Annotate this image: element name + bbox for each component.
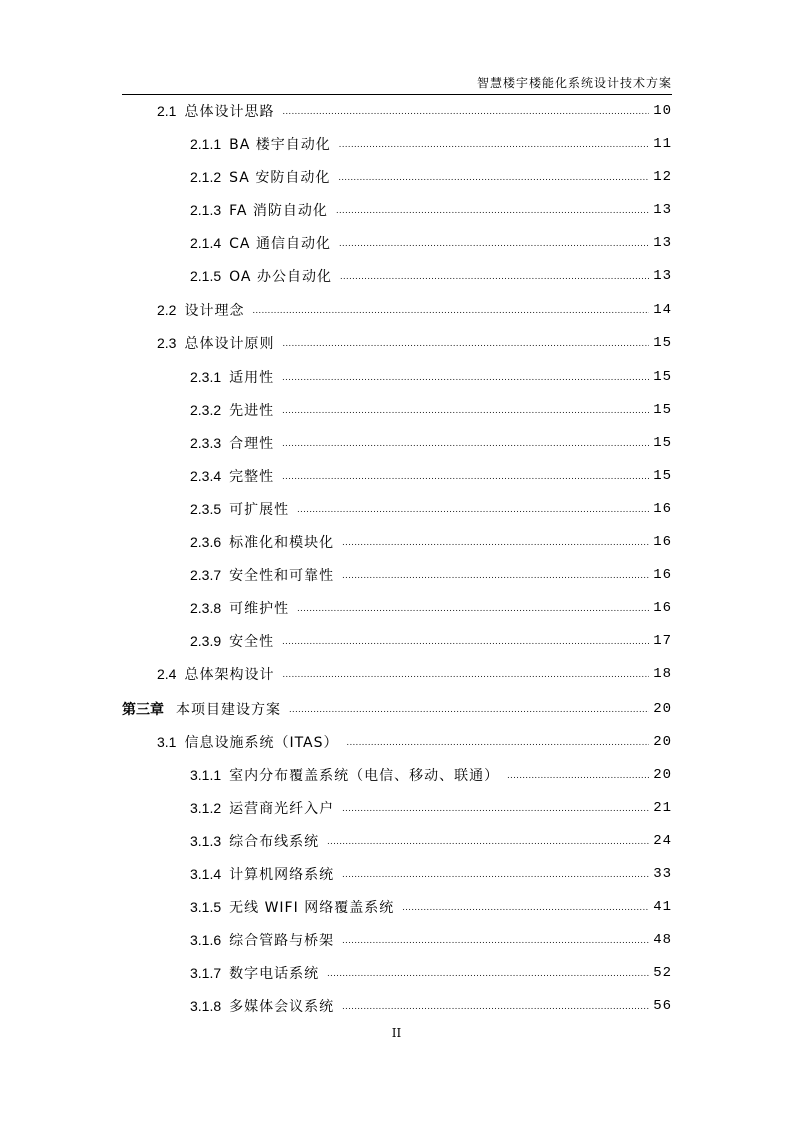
toc-entry-title: 无线 WIFI 网络覆盖系统: [229, 900, 395, 916]
toc-entry-page: 56: [653, 998, 672, 1014]
toc-entry-page: 14: [653, 302, 672, 318]
toc-entry-number: 第三章: [122, 702, 164, 718]
toc-entry-title: 总体设计原则: [184, 336, 275, 352]
toc-entry-title: 本项目建设方案: [176, 702, 281, 718]
toc-entry-page: 18: [653, 666, 672, 682]
toc-entry[interactable]: [190, 432, 672, 454]
toc-entry-page: 15: [653, 435, 672, 451]
toc-leader-dots: [507, 772, 649, 782]
toc-entry-number: 3.1.1: [190, 767, 222, 783]
toc-entry-page: 15: [653, 402, 672, 418]
toc-entry-number: 3.1.8: [190, 998, 222, 1014]
toc-entry[interactable]: [190, 929, 672, 951]
toc-entry[interactable]: [157, 100, 672, 122]
toc-entry-number: 3.1.4: [190, 866, 222, 882]
toc-entry[interactable]: [190, 797, 672, 819]
toc-leader-dots: [342, 1003, 649, 1013]
toc-entry[interactable]: [190, 630, 672, 652]
toc-entry-page: 15: [653, 369, 672, 385]
toc-entry-page: 48: [653, 932, 672, 948]
toc-entry[interactable]: [157, 332, 672, 354]
toc-entry[interactable]: [190, 199, 672, 221]
toc-entry[interactable]: [190, 399, 672, 421]
toc-entry-page: 12: [653, 169, 672, 185]
toc-entry-number: 2.1: [157, 103, 177, 119]
toc-leader-dots: [282, 108, 649, 118]
toc-leader-dots: [327, 970, 649, 980]
toc-leader-dots: [282, 440, 649, 450]
toc-entry-page: 21: [653, 800, 672, 816]
toc-leader-dots: [402, 904, 649, 914]
toc-leader-dots: [327, 838, 649, 848]
toc-entry-title: 信息设施系统（ITAS）: [184, 735, 339, 751]
toc-entry-page: 52: [653, 965, 672, 981]
toc-leader-dots: [282, 473, 649, 483]
toc-entry-page: 16: [653, 600, 672, 616]
toc-entry-title: 总体设计思路: [184, 104, 275, 120]
toc-entry[interactable]: [190, 465, 672, 487]
toc-entry-number: 2.3: [157, 335, 177, 351]
toc-entry-number: 2.3.7: [190, 567, 222, 583]
toc-entry-number: 2.3.5: [190, 501, 222, 517]
toc-entry-number: 2.3.4: [190, 468, 222, 484]
toc-entry[interactable]: [157, 299, 672, 321]
toc-entry-page: 11: [653, 136, 672, 152]
toc-entry-number: 3.1.3: [190, 833, 222, 849]
toc-entry-number: 3.1.2: [190, 800, 222, 816]
toc-entry-title: 先进性: [229, 403, 275, 419]
toc-leader-dots: [342, 572, 649, 582]
toc-entry-page: 20: [653, 701, 672, 717]
toc-leader-dots: [342, 805, 649, 815]
toc-leader-dots: [282, 340, 649, 350]
toc-entry-title: CA 通信自动化: [229, 236, 331, 252]
toc-entry-title: FA 消防自动化: [229, 203, 328, 219]
toc-entry-title: 设计理念: [184, 303, 245, 319]
toc-entry-title: 合理性: [229, 436, 275, 452]
toc-entry-title: 完整性: [229, 469, 275, 485]
toc-entry-title: 多媒体会议系统: [229, 999, 335, 1015]
toc-entry[interactable]: [190, 995, 672, 1017]
toc-entry[interactable]: [190, 764, 672, 786]
toc-entry-number: 2.3.9: [190, 633, 222, 649]
toc-entry-number: 2.1.1: [190, 136, 222, 152]
toc-entry-page: 16: [653, 534, 672, 550]
toc-entry-title: 安全性和可靠性: [229, 568, 335, 584]
toc-leader-dots: [282, 374, 649, 384]
toc-entry-title: 计算机网络系统: [229, 867, 335, 883]
toc-entry[interactable]: [190, 597, 672, 619]
toc-entry-number: 2.1.4: [190, 235, 222, 251]
toc-entry-page: 15: [653, 335, 672, 351]
toc-entry-title: 可扩展性: [229, 502, 290, 518]
toc-entry-title: 总体架构设计: [184, 667, 275, 683]
toc-entry-number: 2.2: [157, 302, 177, 318]
toc-entry-title: 数字电话系统: [229, 966, 320, 982]
toc-entry-title: 适用性: [229, 370, 275, 386]
toc-entry-page: 10: [653, 103, 672, 119]
toc-entry[interactable]: [190, 830, 672, 852]
toc-entry-number: 2.3.6: [190, 534, 222, 550]
toc-entry-page: 13: [653, 202, 672, 218]
toc-entry[interactable]: [190, 133, 672, 155]
toc-entry[interactable]: [190, 366, 672, 388]
toc-leader-dots: [339, 141, 649, 151]
toc-entry-number: 2.3.2: [190, 402, 222, 418]
toc-entry-page: 41: [653, 899, 672, 915]
toc-leader-dots: [297, 605, 649, 615]
toc-entry-page: 16: [653, 567, 672, 583]
toc-leader-dots: [289, 706, 649, 716]
toc-leader-dots: [340, 273, 649, 283]
toc-leader-dots: [338, 174, 649, 184]
toc-entry-title: 运营商光纤入户: [229, 801, 335, 817]
toc-entry-page: 20: [653, 734, 672, 750]
toc-entry[interactable]: [190, 265, 672, 287]
toc-entry[interactable]: [157, 731, 672, 753]
toc-entry-page: 13: [653, 268, 672, 284]
toc-entry-title: BA 楼宇自动化: [229, 137, 331, 153]
toc-entry[interactable]: [190, 564, 672, 586]
toc-entry-page: 33: [653, 866, 672, 882]
toc-entry-page: 24: [653, 833, 672, 849]
toc-entry-page: 20: [653, 767, 672, 783]
toc-entry-number: 2.1.5: [190, 268, 222, 284]
toc-chapter-entry[interactable]: [122, 698, 672, 720]
toc-entry[interactable]: [190, 896, 672, 918]
toc-entry-page: 13: [653, 235, 672, 251]
toc-leader-dots: [297, 506, 649, 516]
toc-entry-title: 综合布线系统: [229, 834, 320, 850]
toc-leader-dots: [339, 240, 649, 250]
toc-leader-dots: [252, 307, 649, 317]
toc-entry[interactable]: [190, 498, 672, 520]
toc-entry[interactable]: [190, 166, 672, 188]
toc-entry-page: 17: [653, 633, 672, 649]
toc-leader-dots: [282, 407, 649, 417]
toc-leader-dots: [336, 207, 649, 217]
toc-entry-title: 安全性: [229, 634, 275, 650]
toc-entry-number: 2.3.8: [190, 600, 222, 616]
toc-entry[interactable]: [157, 663, 672, 685]
toc-leader-dots: [342, 871, 649, 881]
toc-entry-number: 3.1.5: [190, 899, 222, 915]
toc-entry-number: 2.4: [157, 666, 177, 682]
toc-entry-number: 3.1: [157, 734, 177, 750]
toc-entry-number: 3.1.7: [190, 965, 222, 981]
toc-entry-page: 16: [653, 501, 672, 517]
toc-entry-title: OA 办公自动化: [229, 269, 332, 285]
toc-entry-title: 室内分布覆盖系统（电信、移动、联通）: [229, 768, 500, 784]
toc-leader-dots: [282, 671, 649, 681]
header-title: 智慧楼宇楼能化系统设计技术方案: [476, 76, 672, 90]
toc-leader-dots: [347, 739, 650, 749]
toc-entry[interactable]: [190, 863, 672, 885]
toc-entry-title: 标准化和模块化: [229, 535, 335, 551]
toc-entry[interactable]: [190, 232, 672, 254]
toc-entry-title: 可维护性: [229, 601, 290, 617]
toc-entry-number: 2.1.2: [190, 169, 222, 185]
toc-entry-title: 综合管路与桥架: [229, 933, 335, 949]
toc-entry-page: 15: [653, 468, 672, 484]
toc-entry-number: 2.1.3: [190, 202, 222, 218]
toc-entry-title: SA 安防自动化: [229, 170, 331, 186]
toc-leader-dots: [342, 937, 649, 947]
page-number: II: [391, 1026, 402, 1040]
toc-entry[interactable]: [190, 531, 672, 553]
toc-entry-number: 3.1.6: [190, 932, 222, 948]
toc-leader-dots: [282, 638, 649, 648]
toc-entry-number: 2.3.3: [190, 435, 222, 451]
toc-leader-dots: [342, 539, 649, 549]
toc-entry-number: 2.3.1: [190, 369, 222, 385]
toc-entry[interactable]: [190, 962, 672, 984]
